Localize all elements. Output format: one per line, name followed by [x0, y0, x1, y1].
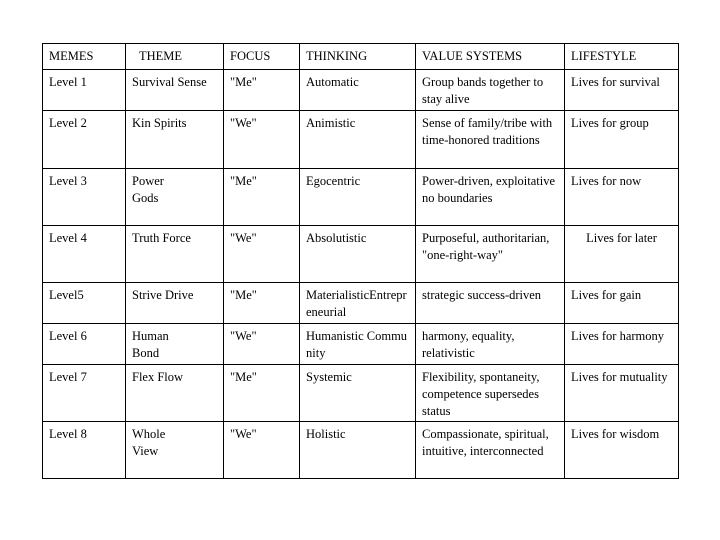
cell-focus: "Me" [224, 169, 300, 226]
cell-meme: Level 2 [43, 111, 126, 169]
cell-theme: Kin Spirits [126, 111, 224, 169]
cell-focus: "We" [224, 324, 300, 365]
cell-focus: "Me" [224, 283, 300, 324]
cell-focus: "Me" [224, 70, 300, 111]
cell-thinking: Automatic [300, 70, 416, 111]
cell-thinking: MaterialisticEntrepreneurial [300, 283, 416, 324]
table-row [43, 365, 679, 422]
table-row [43, 226, 679, 283]
cell-meme: Level 7 [43, 365, 126, 422]
table-row [43, 324, 679, 365]
cell-thinking: Systemic [300, 365, 416, 422]
cell-focus: "We" [224, 422, 300, 479]
table-row [43, 422, 679, 479]
cell-value: Flexibility, spontaneity, competence supersedes status [416, 365, 565, 422]
table-row [43, 169, 679, 226]
table-row [43, 70, 679, 111]
cell-theme: Human Bond [126, 324, 224, 365]
table-row [43, 283, 679, 324]
header-thinking: THINKING [300, 44, 416, 70]
cell-value: harmony, equality, relativistic [416, 324, 565, 365]
header-lifestyle: LIFESTYLE [565, 44, 679, 70]
header-value-systems: VALUE SYSTEMS [416, 44, 565, 70]
cell-value: Purposeful, authoritarian, "one-right-way" [416, 226, 565, 283]
cell-theme: Truth Force [126, 226, 224, 283]
header-memes: MEMES [43, 44, 126, 70]
cell-meme: Level5 [43, 283, 126, 324]
cell-theme: Strive Drive [126, 283, 224, 324]
cell-theme: Whole View [126, 422, 224, 479]
cell-meme: Level 1 [43, 70, 126, 111]
cell-theme: Flex Flow [126, 365, 224, 422]
cell-meme: Level 4 [43, 226, 126, 283]
cell-value: Sense of family/tribe with time-honored traditions [416, 111, 565, 169]
cell-thinking: Animistic [300, 111, 416, 169]
cell-theme: Survival Sense [126, 70, 224, 111]
cell-thinking: Egocentric [300, 169, 416, 226]
header-focus: FOCUS [224, 44, 300, 70]
cell-lifestyle: Lives for gain [565, 283, 679, 324]
cell-lifestyle: Lives for mutuality [565, 365, 679, 422]
cell-focus: "We" [224, 111, 300, 169]
cell-meme: Level 8 [43, 422, 126, 479]
memes-table [42, 43, 679, 479]
cell-value: Compassionate, spiritual, intuitive, interconnected [416, 422, 565, 479]
cell-lifestyle: Lives for group [565, 111, 679, 169]
cell-thinking: Humanistic Community [300, 324, 416, 365]
cell-lifestyle: Lives for harmony [565, 324, 679, 365]
cell-value: strategic success-driven [416, 283, 565, 324]
cell-thinking: Holistic [300, 422, 416, 479]
cell-theme: Power Gods [126, 169, 224, 226]
header-theme: THEME [126, 44, 224, 70]
cell-meme: Level 3 [43, 169, 126, 226]
cell-thinking: Absolutistic [300, 226, 416, 283]
cell-value: Group bands together to stay alive [416, 70, 565, 111]
cell-lifestyle: Lives for wisdom [565, 422, 679, 479]
cell-lifestyle: Lives for later [565, 226, 679, 283]
cell-meme: Level 6 [43, 324, 126, 365]
cell-focus: "We" [224, 226, 300, 283]
header-row [43, 44, 679, 70]
cell-focus: "Me" [224, 365, 300, 422]
cell-lifestyle: Lives for survival [565, 70, 679, 111]
cell-lifestyle: Lives for now [565, 169, 679, 226]
table-row [43, 111, 679, 169]
cell-value: Power-driven, exploitative no boundaries [416, 169, 565, 226]
